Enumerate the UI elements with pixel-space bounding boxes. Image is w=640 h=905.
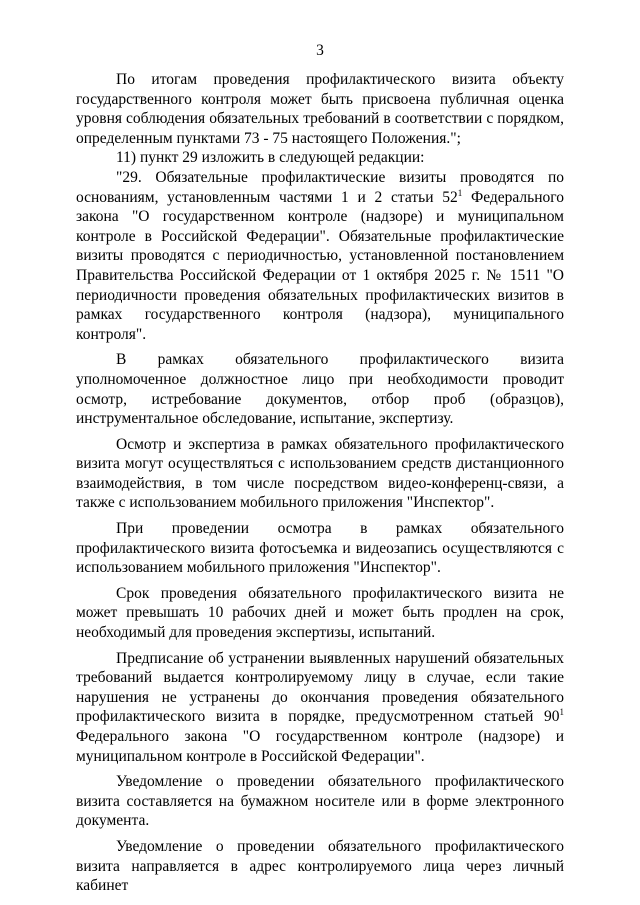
paragraph-clause-29 xyxy=(76,168,564,344)
clause-29-text-start: "29. Обязательные профилактические визиты проводятся по основаниям, установленным частями 1 и 2 статьи 52 xyxy=(76,168,564,206)
prescription-text-end: Федерального закона "О государственном контроле (надзоре) и муниципальном контроле в Российской Федерации". xyxy=(76,728,564,765)
clause-29-superscript: 1 xyxy=(457,187,463,198)
paragraph-visit-duration: Срок проведения обязательного профилактического визита не может превышать 10 рабочих дней и может быть продлен на срок, необходимый для проведения экспертизы, испытаний. xyxy=(76,584,564,642)
page-number: 3 xyxy=(316,42,324,59)
paragraph-official-actions: В рамках обязательного профилактического визита уполномоченное должностное лицо при необходимости проводит осмотр, истребование документов, отбор проб (образцов), инструментальное обследование, испытание, экспертизу. xyxy=(76,351,564,428)
paragraph-photo-video: При проведении осмотра в рамках обязательного профилактического визита фотосъемка и видеозапись осуществляются с использованием мобильного приложения "Инспектор". xyxy=(76,520,564,577)
prescription-superscript: 1 xyxy=(559,707,564,718)
paragraph-amendment-item-11: 11) пункт 29 изложить в следующей редакции: xyxy=(116,149,425,167)
prescription-text-start: Предписание об устранении выявленных нарушений обязательных требований выдается контролируемому лицу в случае, если такие нарушения не устранены до окончания проведения обязательного профилактического визита в порядке, предусмотренном статьей 90 xyxy=(76,649,564,726)
document-body xyxy=(76,70,564,896)
paragraph-notice-delivery: Уведомление о проведении обязательного профилактического визита направляется в адрес контролируемого лица через личный кабинет xyxy=(76,837,564,895)
clause-29-text-end: Федерального закона "О государственном контроле (надзоре) и муниципальном контроле в Российской Федерации". Обязательные профилактические визиты проводятся с периодичностью, установленной постановлением Правительства Российской Федерации от 1 октября 2025 г. № 1511 "О периодичности проведения обязательных профилактических визитов в рамках государственного контроля (надзора), муниципального контроля". xyxy=(76,188,564,343)
paragraph-remote-inspection: Осмотр и экспертиза в рамках обязательного профилактического визита могут осуществляться с использованием средств дистанционного взаимодействия, в том числе посредством видео-конференц-связи, а также с использованием мобильного приложения "Инспектор". xyxy=(76,435,564,512)
paragraph-public-assessment: По итогам проведения профилактического визита объекту государственного контроля может быть присвоена публичная оценка уровня соблюдения обязательных требований в соответствии с порядком, определенным пунктами 73 - 75 настоящего Положения."; xyxy=(76,71,564,147)
paragraph-prescription xyxy=(76,649,564,767)
paragraph-notice-form: Уведомление о проведении обязательного профилактического визита составляется на бумажном носителе или в форме электронного документа. xyxy=(76,773,564,830)
